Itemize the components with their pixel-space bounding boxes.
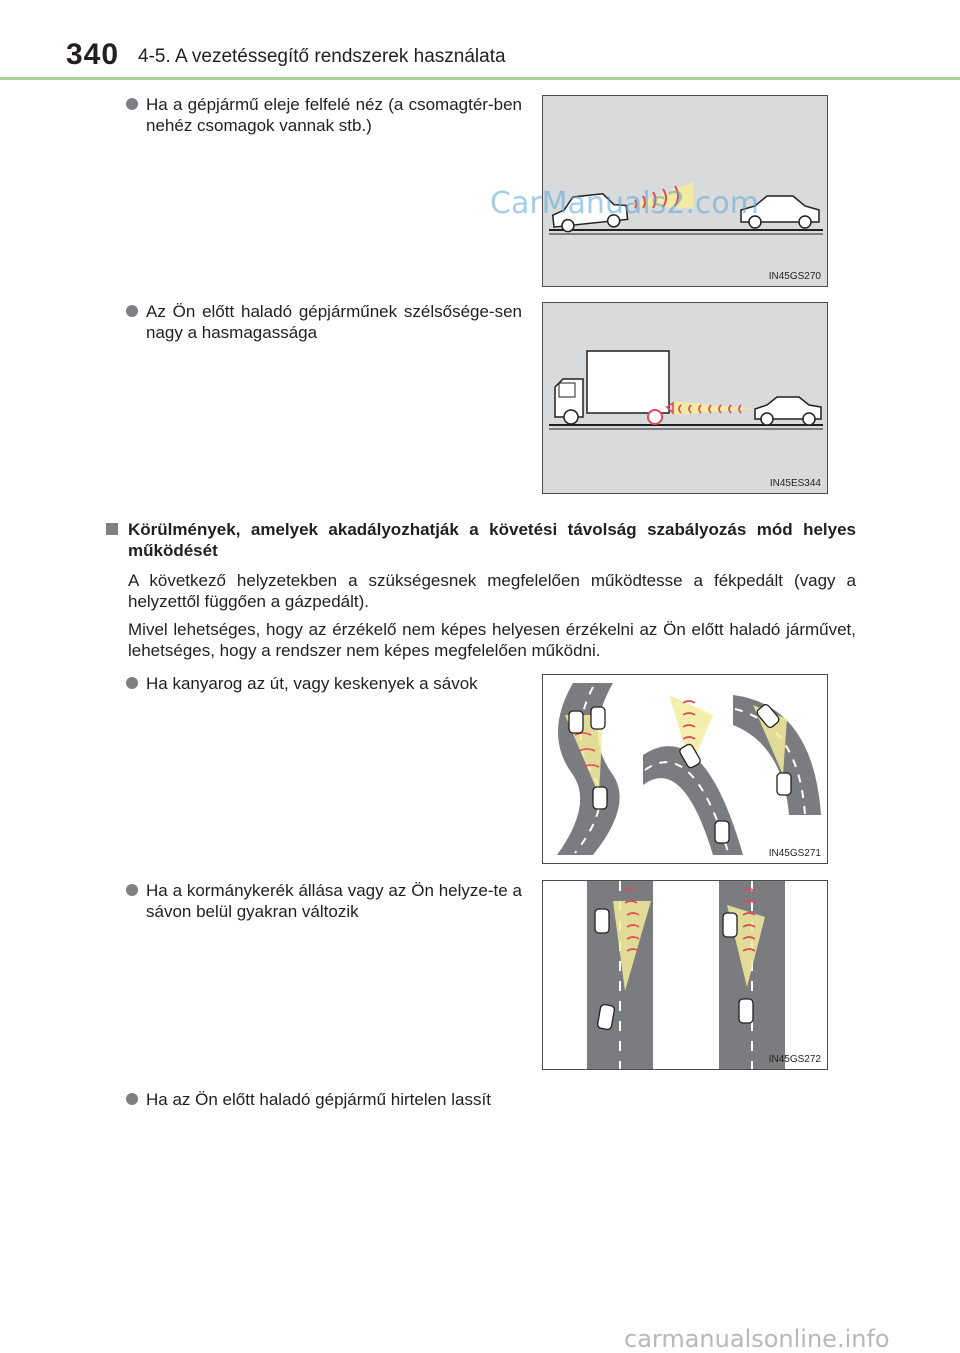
bullet-dot-icon	[126, 1093, 138, 1105]
watermark-carmanuals2: CarManuals2.com	[490, 186, 760, 221]
bullet-item-high-clearance	[126, 301, 522, 343]
bullet-item-curvy-road	[126, 673, 522, 694]
header-rule	[0, 77, 960, 80]
figure-code: IN45ES344	[769, 478, 821, 489]
section-heading	[106, 519, 856, 561]
bullet-text: Ha kanyarog az út, vagy keskenyek a sávok	[146, 674, 478, 693]
bullet-dot-icon	[126, 677, 138, 689]
bullet-dot-icon	[126, 884, 138, 896]
illustration-lanes	[543, 881, 827, 1069]
section-title: 4-5. A vezetéssegítő rendszerek használata	[138, 46, 506, 67]
page-header	[0, 0, 960, 80]
bullet-text: Ha a gépjármű eleje felfelé néz (a csomagtér-ben nehéz csomagok vannak stb.)	[146, 95, 522, 135]
bullet-item-nose-up	[126, 94, 522, 136]
figure-code: IN45GS271	[768, 848, 821, 859]
bullet-text: Az Ön előtt haladó gépjárműnek szélsősége-sen nagy a hasmagassága	[146, 302, 522, 342]
bullet-text: Ha az Ön előtt haladó gépjármű hirtelen lassít	[146, 1090, 491, 1109]
bullet-text: Ha a kormánykerék állása vagy az Ön helyze-te a sávon belül gyakran változik	[146, 881, 522, 921]
bullet-dot-icon	[126, 98, 138, 110]
figure-high-clearance-truck	[542, 302, 828, 494]
figure-code: IN45GS272	[768, 1054, 821, 1065]
heading-text: Körülmények, amelyek akadályozhatják a követési távolság szabályozás mód helyes működését	[128, 520, 856, 560]
illustration-truck	[543, 303, 827, 493]
paragraph-sensor: Mivel lehetséges, hogy az érzékelő nem képes helyesen érzékelni az Ön előtt haladó járművet, lehetséges, hogy a rendszer nem képes megfelelően működni.	[128, 620, 856, 660]
page-number: 340	[66, 38, 120, 71]
figure-lane-position	[542, 880, 828, 1070]
figure-code: IN45GS270	[768, 271, 821, 282]
bullet-item-steering-changes	[126, 880, 522, 922]
bullet-item-sudden-decel	[126, 1089, 522, 1110]
illustration-curves	[543, 675, 827, 863]
figure-curvy-roads	[542, 674, 828, 864]
watermark-carmanualsonline: carmanualsonline.info	[624, 1325, 890, 1353]
paragraph-pedal: A következő helyzetekben a szükségesnek megfelelően működtesse a fékpedált (vagy a helyzettől függően a gázpedált).	[128, 571, 856, 611]
bullet-dot-icon	[126, 305, 138, 317]
heading-square-icon	[106, 523, 118, 535]
